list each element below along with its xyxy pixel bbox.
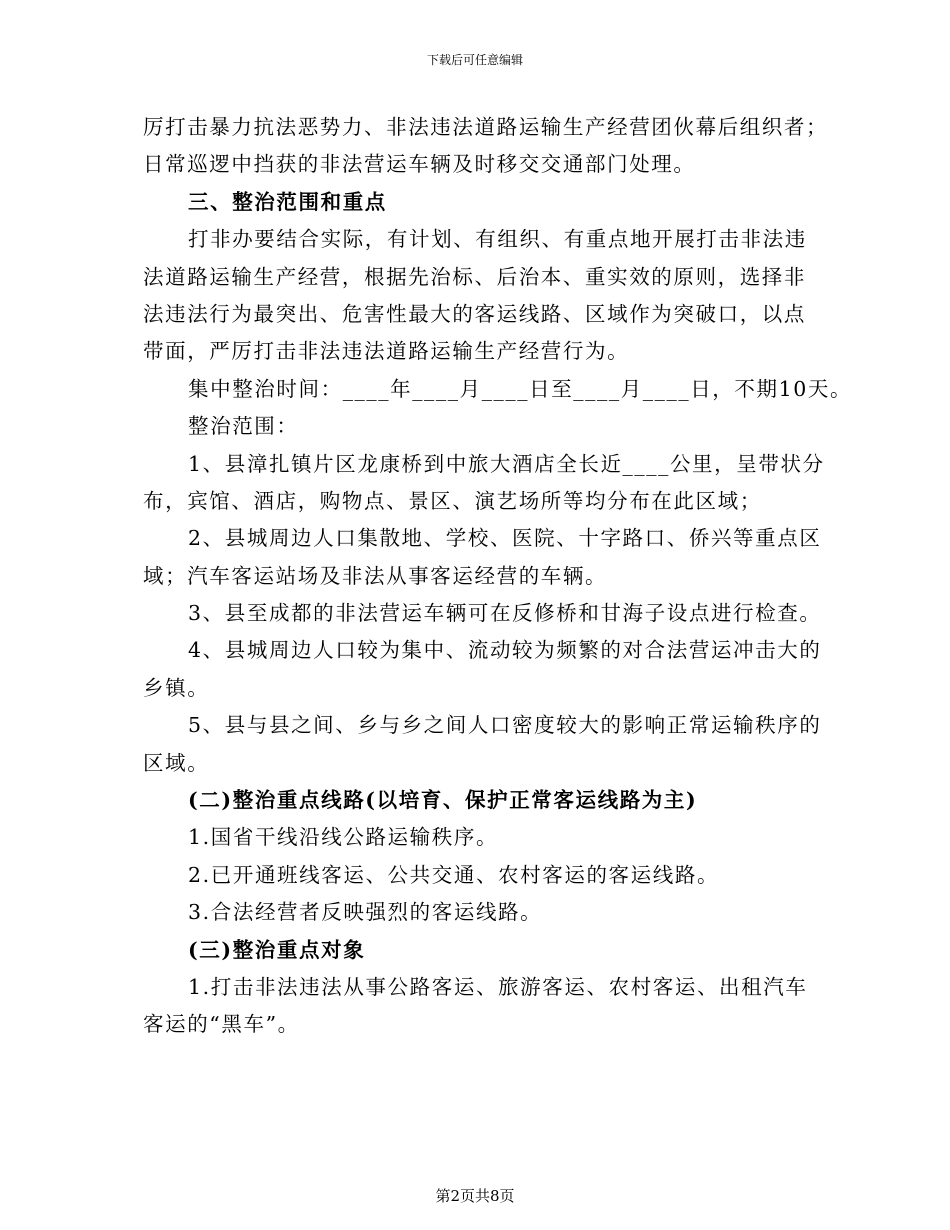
paragraph-line: 布，宾馆、酒店，购物点、景区、演艺场所等均分布在此区域； (143, 488, 762, 513)
page-number: 第2页共8页 (435, 1187, 515, 1205)
section-heading: (三)整治重点对象 (188, 937, 366, 962)
section-heading: 三、整治范围和重点 (188, 189, 387, 214)
document-body (143, 109, 853, 1044)
paragraph-line: 日常巡逻中挡获的非法营运车辆及时移交交通部门处理。 (143, 152, 696, 177)
paragraph-line: 集中整治时间：____年____月____日至____月____日，不期10天。 (188, 376, 853, 401)
paragraph-line: 打非办要结合实际，有计划、有组织、有重点地开展打击非法违 (188, 227, 807, 252)
paragraph-line: 1、县漳扎镇片区龙康桥到中旅大酒店全长近____公里，呈带状分 (188, 451, 825, 476)
paragraph-line: 1.打击非法违法从事公路客运、旅游客运、农村客运、出租汽车 (188, 974, 808, 999)
page-header: 下载后可任意编辑 (426, 53, 523, 67)
paragraph-line: 带面，严厉打击非法违法道路运输生产经营行为。 (143, 339, 630, 364)
paragraph-line: 4、县城周边人口较为集中、流动较为频繁的对合法营运冲击大的 (188, 638, 822, 663)
paragraph-line: 法道路运输生产经营，根据先治标、后治本、重实效的原则，选择非 (143, 264, 806, 289)
paragraph-line: 厉打击暴力抗法恶势力、非法违法道路运输生产经营团伙幕后组织者； (143, 115, 829, 139)
paragraph-line: 1.国省干线沿线公路运输秩序。 (188, 825, 499, 850)
paragraph-line: 乡镇。 (143, 675, 210, 700)
paragraph-line: 2.已开通班线客运、公共交通、农村客运的客运线路。 (188, 862, 720, 887)
section-heading: (二)整治重点线路(以培育、保护正常客运线路为主) (188, 788, 698, 813)
paragraph-line: 3.合法经营者反映强烈的客运线路。 (188, 900, 543, 925)
paragraph-line: 客运的“黑车”。 (143, 1012, 300, 1037)
paragraph-line: 整治范围： (188, 414, 299, 439)
paragraph-line: 域；汽车客运站场及非法从事客运经营的车辆。 (143, 563, 608, 588)
paragraph-line: 5、县与县之间、乡与乡之间人口密度较大的影响正常运输秩序的 (188, 713, 822, 738)
paragraph-line: 2、县城周边人口集散地、学校、医院、十字路口、侨兴等重点区 (188, 526, 822, 551)
paragraph-line: 3、县至成都的非法营运车辆可在反修桥和甘海子设点进行检查。 (188, 601, 822, 626)
paragraph-line: 区域。 (143, 750, 210, 775)
paragraph-line: 法违法行为最突出、危害性最大的客运线路、区域作为突破口，以点 (143, 301, 806, 326)
